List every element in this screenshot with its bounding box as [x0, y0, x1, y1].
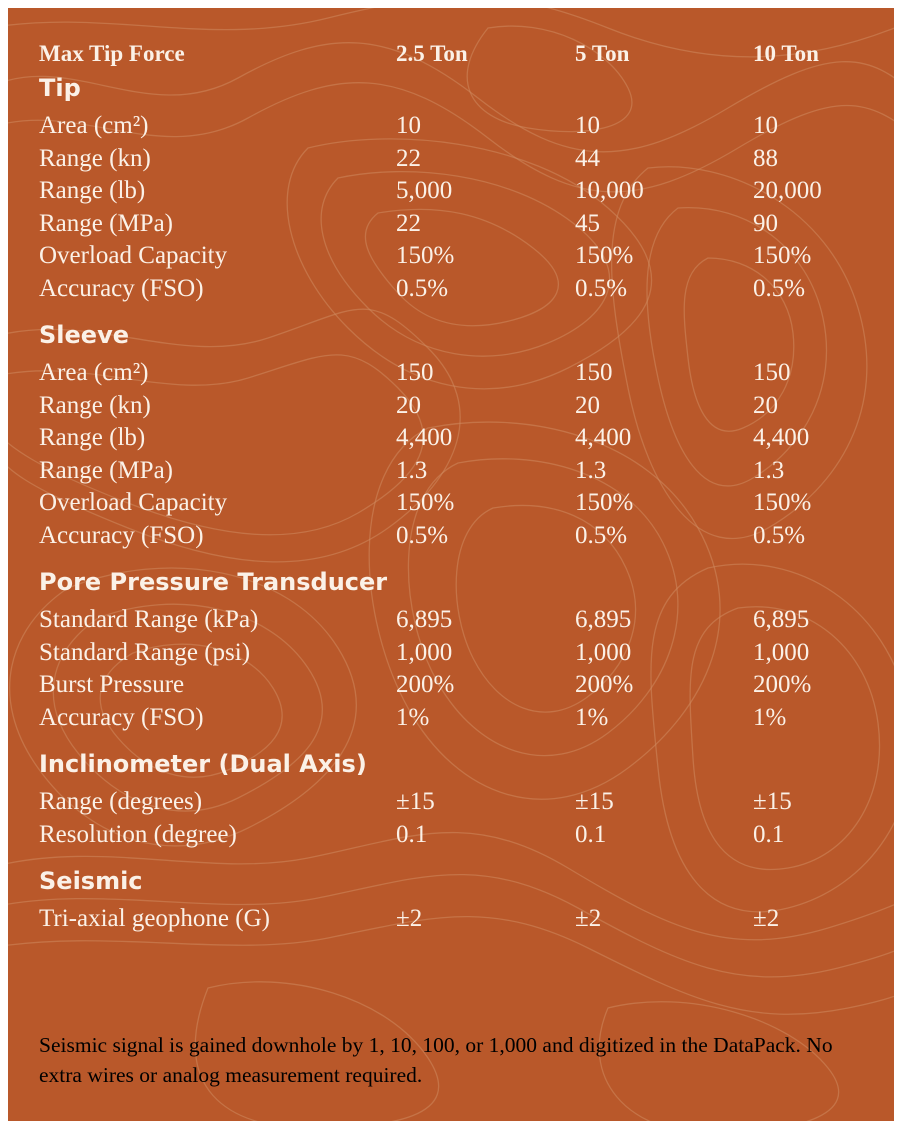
header-col-2-5-ton: 2.5 Ton [396, 41, 468, 66]
section-title: Tip [39, 74, 81, 102]
row-label: Accuracy (FSO) [39, 703, 204, 731]
table-row [8, 143, 894, 175]
row-value: 1.3 [575, 456, 607, 484]
row-value: 0.5% [575, 274, 628, 302]
row-value: ±2 [575, 905, 602, 932]
row-value: 0.1 [396, 820, 428, 848]
row-label: Standard Range (kPa) [39, 606, 259, 633]
row-value: 1% [753, 703, 787, 731]
row-value: 150% [575, 242, 634, 269]
row-value: 10 [575, 112, 600, 139]
section-title: Inclinometer (Dual Axis) [39, 750, 367, 778]
row-value: 90 [753, 209, 778, 237]
row-value: ±2 [753, 905, 780, 932]
row-value: 45 [575, 209, 600, 237]
header-col-10-ton: 10 Ton [753, 41, 819, 66]
table-row [8, 520, 894, 552]
table-row [8, 903, 894, 935]
row-value: 4,400 [396, 424, 453, 451]
row-value: 6,895 [753, 606, 810, 633]
row-value: 1% [396, 703, 430, 731]
row-label: Resolution (degree) [39, 820, 237, 848]
row-value: ±15 [575, 788, 614, 815]
row-value: 1% [575, 703, 609, 731]
table-row [8, 786, 894, 818]
footnote: Seismic signal is gained downhole by 1, 10, 100, or 1,000 and digitized in the DataPack. No extra wires or analog measurement required. [39, 1033, 833, 1087]
row-label: Burst Pressure [39, 671, 185, 698]
row-label: Range (kn) [39, 391, 151, 419]
table-header-row [8, 38, 894, 70]
row-value: 6,895 [396, 606, 453, 633]
row-value: 150% [396, 489, 455, 516]
row-value: 20,000 [753, 177, 822, 204]
row-value: 20 [753, 391, 778, 419]
row-value: 20 [575, 391, 600, 419]
header-label: Max Tip Force [39, 41, 185, 66]
row-value: ±15 [753, 788, 792, 815]
row-value: 200% [753, 671, 812, 698]
row-label: Tri-axial geophone (G) [39, 905, 270, 932]
table-row [8, 669, 894, 701]
table-row [8, 175, 894, 207]
row-value: 0.5% [396, 521, 449, 549]
row-value: 150% [753, 242, 812, 269]
section-title: Sleeve [39, 321, 129, 349]
row-value: 88 [753, 144, 778, 172]
row-label: Range (degrees) [39, 788, 203, 815]
row-label: Area (cm²) [39, 359, 149, 386]
row-value: 1.3 [753, 456, 785, 484]
row-value: 0.5% [753, 521, 806, 549]
row-value: 44 [575, 144, 600, 172]
row-label: Accuracy (FSO) [39, 274, 204, 302]
table-row [8, 357, 894, 389]
row-value: 200% [575, 671, 634, 698]
row-value: 1.3 [396, 456, 428, 484]
table-row [8, 273, 894, 305]
row-value: ±2 [396, 905, 423, 932]
header-col-5-ton: 5 Ton [575, 41, 630, 66]
row-value: 4,400 [575, 424, 632, 451]
row-label: Overload Capacity [39, 242, 228, 269]
row-label: Range (kn) [39, 144, 151, 172]
row-value: 1,000 [753, 638, 810, 666]
row-label: Accuracy (FSO) [39, 521, 204, 549]
row-value: 20 [396, 391, 421, 419]
table-row [8, 208, 894, 240]
row-value: 0.1 [753, 820, 785, 848]
row-value: 10,000 [575, 177, 644, 204]
row-value: 10 [753, 112, 778, 139]
row-value: 1,000 [396, 638, 453, 666]
row-value: 5,000 [396, 177, 453, 204]
row-value: 10 [396, 112, 421, 139]
row-label: Range (MPa) [39, 209, 173, 237]
row-value: 0.1 [575, 820, 607, 848]
row-value: 150% [753, 489, 812, 516]
row-value: 150% [575, 489, 634, 516]
row-label: Standard Range (psi) [39, 638, 251, 666]
row-value: 200% [396, 671, 455, 698]
table-row [8, 604, 894, 636]
row-value: 22 [396, 144, 421, 172]
table-row [8, 487, 894, 519]
spec-table [8, 8, 894, 1121]
row-value: 0.5% [396, 274, 449, 302]
row-label: Range (lb) [39, 177, 146, 204]
row-value: 0.5% [575, 521, 628, 549]
table-row [8, 422, 894, 454]
row-value: 0.5% [753, 274, 806, 302]
row-value: 150 [396, 359, 434, 386]
section-title: Pore Pressure Transducer [39, 568, 388, 596]
row-label: Overload Capacity [39, 489, 228, 516]
table-row [8, 819, 894, 851]
row-value: 150 [575, 359, 613, 386]
row-value: 22 [396, 209, 421, 237]
table-row [8, 455, 894, 487]
row-value: 150% [396, 242, 455, 269]
section-title: Seismic [39, 867, 143, 895]
row-value: ±15 [396, 788, 435, 815]
table-row [8, 390, 894, 422]
row-label: Area (cm²) [39, 112, 149, 139]
table-row [8, 637, 894, 669]
row-value: 1,000 [575, 638, 632, 666]
row-label: Range (MPa) [39, 456, 173, 484]
spec-card [8, 8, 894, 1121]
row-value: 4,400 [753, 424, 810, 451]
row-value: 6,895 [575, 606, 632, 633]
table-row [8, 702, 894, 734]
table-row [8, 110, 894, 142]
table-row [8, 240, 894, 272]
row-value: 150 [753, 359, 791, 386]
row-label: Range (lb) [39, 424, 146, 451]
